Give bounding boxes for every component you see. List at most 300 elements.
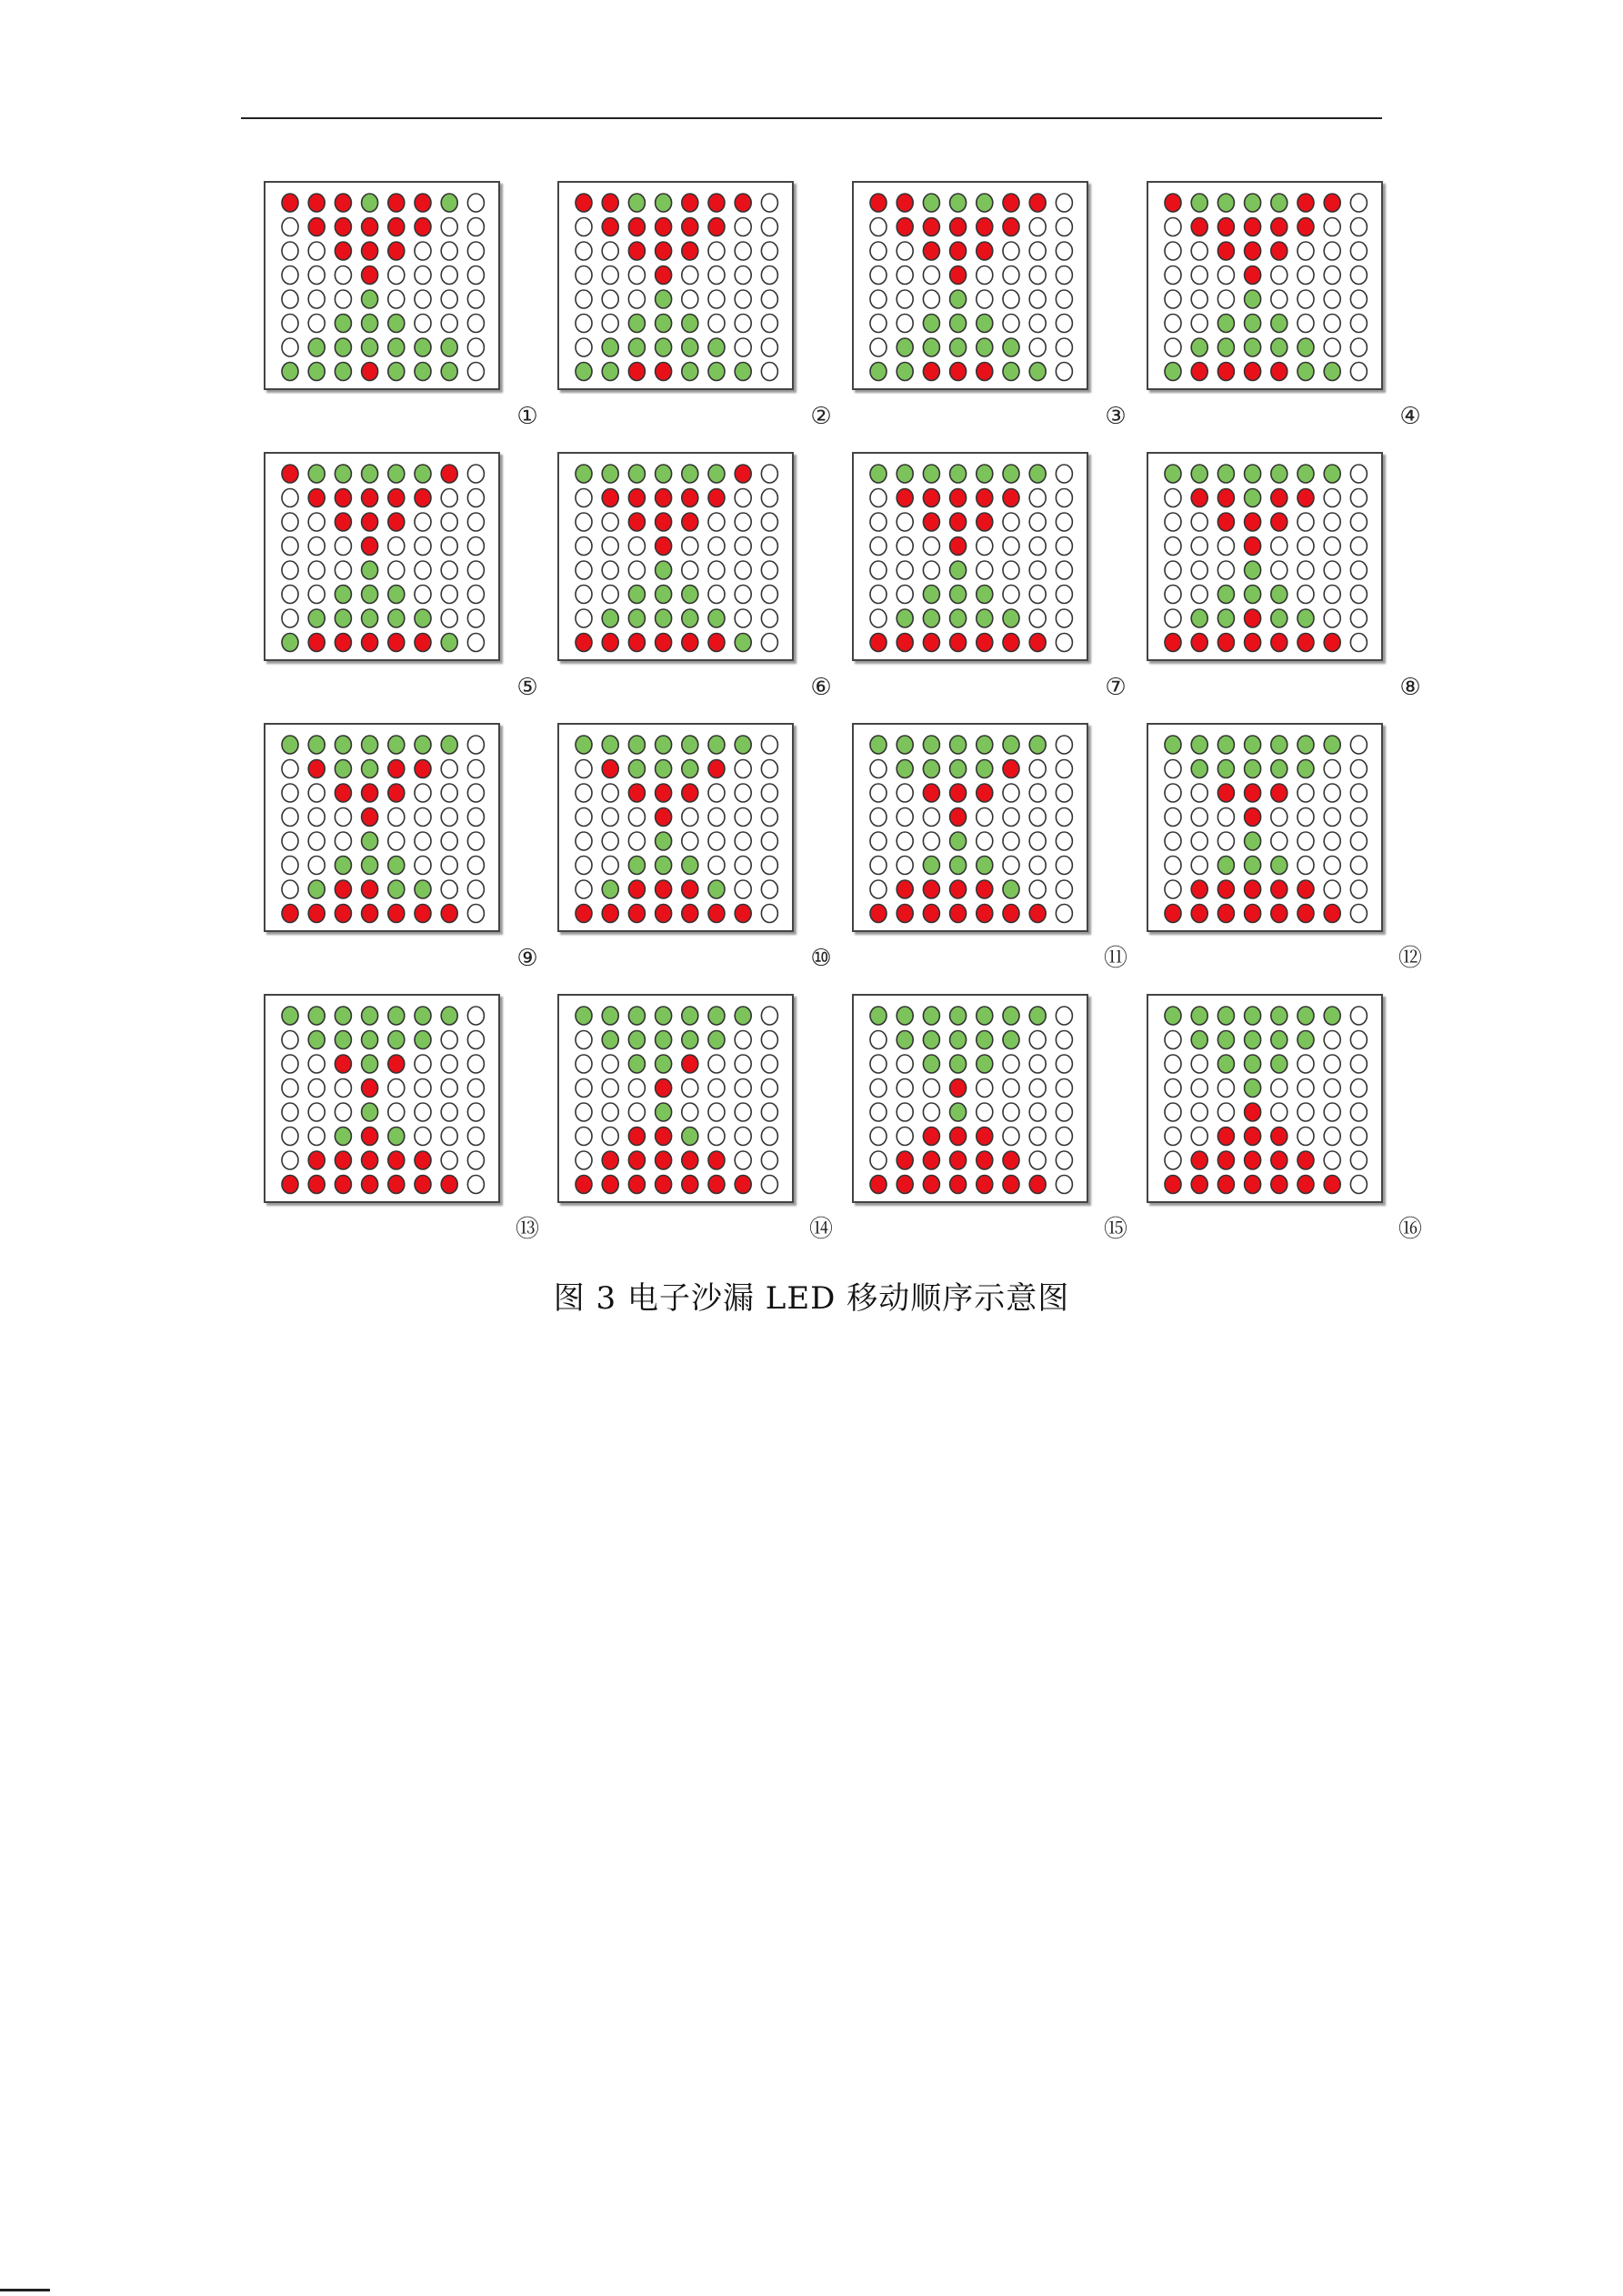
led-off (1350, 586, 1367, 604)
led-off (467, 315, 484, 333)
led-green (1245, 465, 1261, 483)
led-red (923, 1151, 939, 1169)
led-red (977, 242, 993, 260)
led-red (602, 1151, 618, 1169)
led-red (1191, 880, 1207, 898)
led-green (950, 465, 967, 483)
led-red (388, 1176, 405, 1194)
led-off (1029, 808, 1046, 827)
led-off (735, 338, 751, 356)
led-off (335, 1103, 351, 1121)
led-off (1324, 1103, 1340, 1121)
led-green (656, 609, 672, 627)
led-off (576, 1055, 592, 1073)
led-off (602, 808, 618, 827)
led-green (1324, 465, 1340, 483)
led-green (1217, 857, 1234, 875)
led-red (362, 784, 378, 802)
led-off (1003, 1055, 1019, 1073)
led-off (1029, 760, 1046, 778)
led-off (282, 1103, 298, 1121)
led-red (388, 194, 405, 212)
led-off (1056, 760, 1072, 778)
led-off (870, 537, 887, 556)
led-green (870, 736, 887, 754)
led-red (282, 905, 298, 923)
led-off (708, 832, 725, 850)
led-green (415, 880, 431, 898)
led-off (1350, 242, 1367, 260)
led-off (602, 586, 618, 604)
led-off (1003, 1079, 1019, 1098)
led-green (977, 315, 993, 333)
led-off (1191, 808, 1207, 827)
led-off (335, 561, 351, 579)
led-off (467, 736, 484, 754)
led-off (1003, 857, 1019, 875)
led-red (1271, 880, 1287, 898)
led-red (628, 242, 645, 260)
led-off (467, 634, 484, 652)
led-off (870, 1079, 887, 1098)
led-off (1029, 880, 1046, 898)
led-off (441, 266, 457, 285)
led-off (682, 561, 698, 579)
led-off (1165, 586, 1181, 604)
led-matrix (1148, 454, 1381, 659)
led-red (708, 1151, 725, 1169)
led-off (735, 513, 751, 531)
led-off (467, 218, 484, 236)
led-red (870, 1176, 887, 1194)
led-green (602, 363, 618, 381)
led-off (761, 315, 777, 333)
led-off (467, 290, 484, 308)
led-off (897, 561, 913, 579)
led-green (1165, 1007, 1181, 1025)
led-red (950, 1079, 967, 1098)
led-off (1165, 561, 1181, 579)
led-green (682, 465, 698, 483)
led-off (1217, 266, 1234, 285)
led-red (682, 1151, 698, 1169)
led-off (282, 1128, 298, 1146)
led-off (282, 760, 298, 778)
led-red (897, 1176, 913, 1194)
led-green (628, 194, 645, 212)
led-green (708, 880, 725, 898)
led-off (682, 1079, 698, 1098)
led-green (977, 857, 993, 875)
panel-number-label: ⑧ (1399, 674, 1421, 701)
led-green (362, 1031, 378, 1049)
led-red (628, 880, 645, 898)
led-red (1029, 1176, 1046, 1194)
led-green (388, 338, 405, 356)
led-off (761, 784, 777, 802)
led-red (950, 266, 967, 285)
led-off (1165, 338, 1181, 356)
led-green (576, 1007, 592, 1025)
led-red (628, 1176, 645, 1194)
led-off (1271, 1103, 1287, 1121)
led-red (950, 489, 967, 507)
led-panel (1147, 452, 1383, 661)
led-off (897, 1128, 913, 1146)
led-green (308, 1007, 325, 1025)
led-off (870, 218, 887, 236)
led-red (656, 1151, 672, 1169)
led-green (950, 857, 967, 875)
led-off (1029, 315, 1046, 333)
led-green (1191, 465, 1207, 483)
led-green (1003, 880, 1019, 898)
led-off (870, 1103, 887, 1121)
led-off (441, 489, 457, 507)
led-red (656, 266, 672, 285)
led-green (870, 465, 887, 483)
led-green (1271, 465, 1287, 483)
led-red (923, 1176, 939, 1194)
led-red (362, 634, 378, 652)
led-panel (264, 181, 500, 390)
led-off (1056, 634, 1072, 652)
led-red (1324, 634, 1340, 652)
led-off (576, 315, 592, 333)
led-red (1271, 1128, 1287, 1146)
led-off (602, 315, 618, 333)
led-off (282, 1151, 298, 1169)
led-green (923, 1007, 939, 1025)
led-green (388, 736, 405, 754)
led-red (1297, 1176, 1314, 1194)
led-off (335, 266, 351, 285)
led-red (1191, 1151, 1207, 1169)
led-red (1324, 1176, 1340, 1194)
led-red (1245, 609, 1261, 627)
led-off (977, 290, 993, 308)
led-off (1056, 489, 1072, 507)
led-off (708, 1103, 725, 1121)
led-off (441, 609, 457, 627)
led-green (897, 736, 913, 754)
led-red (415, 1176, 431, 1194)
led-red (923, 489, 939, 507)
led-off (735, 537, 751, 556)
led-off (1056, 1055, 1072, 1073)
led-off (1297, 586, 1314, 604)
led-green (628, 1055, 645, 1073)
led-red (950, 1128, 967, 1146)
led-off (628, 561, 645, 579)
led-off (1350, 1031, 1367, 1049)
led-off (576, 513, 592, 531)
led-red (923, 363, 939, 381)
led-off (1165, 1079, 1181, 1098)
led-off (576, 1031, 592, 1049)
led-off (576, 880, 592, 898)
led-off (870, 513, 887, 531)
led-off (576, 561, 592, 579)
led-off (897, 586, 913, 604)
led-off (1003, 808, 1019, 827)
led-off (1350, 1103, 1367, 1121)
led-green (656, 338, 672, 356)
led-off (1324, 1151, 1340, 1169)
led-red (1191, 218, 1207, 236)
led-green (1297, 760, 1314, 778)
led-off (1056, 880, 1072, 898)
led-off (1056, 784, 1072, 802)
led-green (1245, 1031, 1261, 1049)
led-off (441, 513, 457, 531)
led-off (441, 586, 457, 604)
led-red (977, 905, 993, 923)
led-off (282, 266, 298, 285)
led-off (1297, 537, 1314, 556)
led-red (308, 489, 325, 507)
led-red (977, 513, 993, 531)
led-off (602, 242, 618, 260)
led-red (1271, 634, 1287, 652)
led-red (977, 880, 993, 898)
led-red (576, 1176, 592, 1194)
led-off (1029, 586, 1046, 604)
led-red (1217, 634, 1234, 652)
led-red (441, 465, 457, 483)
led-red (308, 1151, 325, 1169)
led-green (1271, 1055, 1287, 1073)
led-green (950, 832, 967, 850)
led-red (1324, 905, 1340, 923)
panel-number-label: ⑩ (810, 945, 832, 972)
led-off (1271, 561, 1287, 579)
led-off (415, 561, 431, 579)
led-red (362, 905, 378, 923)
led-red (682, 905, 698, 923)
led-off (761, 561, 777, 579)
led-green (335, 1031, 351, 1049)
led-green (1245, 1079, 1261, 1098)
led-green (628, 1007, 645, 1025)
led-off (1056, 315, 1072, 333)
led-matrix (854, 996, 1087, 1201)
led-off (467, 363, 484, 381)
led-off (682, 537, 698, 556)
led-green (735, 363, 751, 381)
led-off (1191, 1055, 1207, 1073)
led-green (950, 609, 967, 627)
led-off (1056, 1079, 1072, 1098)
led-off (735, 1031, 751, 1049)
led-red (950, 784, 967, 802)
led-red (1271, 784, 1287, 802)
led-green (1003, 1031, 1019, 1049)
led-red (628, 489, 645, 507)
led-off (441, 1151, 457, 1169)
led-green (682, 760, 698, 778)
led-off (761, 513, 777, 531)
led-off (1324, 784, 1340, 802)
led-off (1350, 880, 1367, 898)
led-off (1217, 537, 1234, 556)
led-red (1003, 1176, 1019, 1194)
led-off (282, 857, 298, 875)
led-off (1056, 1151, 1072, 1169)
led-red (897, 905, 913, 923)
led-off (682, 290, 698, 308)
led-red (282, 465, 298, 483)
led-green (1297, 736, 1314, 754)
led-green (897, 363, 913, 381)
led-green (628, 609, 645, 627)
led-off (1165, 218, 1181, 236)
led-off (977, 561, 993, 579)
led-green (362, 338, 378, 356)
led-green (1245, 586, 1261, 604)
led-green (950, 586, 967, 604)
led-green (1217, 315, 1234, 333)
led-green (1245, 736, 1261, 754)
led-off (1165, 489, 1181, 507)
led-off (1297, 1128, 1314, 1146)
led-off (870, 880, 887, 898)
led-off (602, 784, 618, 802)
led-off (282, 808, 298, 827)
led-green (682, 363, 698, 381)
led-red (656, 808, 672, 827)
led-green (441, 194, 457, 212)
led-red (1245, 905, 1261, 923)
led-off (1165, 1055, 1181, 1073)
led-off (1029, 1103, 1046, 1121)
led-red (1191, 489, 1207, 507)
led-off (576, 808, 592, 827)
led-off (467, 880, 484, 898)
led-green (282, 736, 298, 754)
led-green (362, 857, 378, 875)
led-green (308, 1031, 325, 1049)
led-green (576, 465, 592, 483)
led-red (362, 537, 378, 556)
led-red (388, 218, 405, 236)
led-off (1350, 194, 1367, 212)
led-off (628, 537, 645, 556)
led-off (1350, 218, 1367, 236)
led-off (1297, 832, 1314, 850)
led-off (1056, 266, 1072, 285)
led-off (1003, 315, 1019, 333)
led-off (308, 808, 325, 827)
led-off (870, 808, 887, 827)
led-off (415, 832, 431, 850)
led-off (1350, 1151, 1367, 1169)
led-off (1297, 784, 1314, 802)
led-off (1056, 808, 1072, 827)
led-off (415, 1103, 431, 1121)
led-off (602, 832, 618, 850)
led-off (467, 784, 484, 802)
led-green (1217, 1031, 1234, 1049)
led-green (335, 760, 351, 778)
led-red (1297, 905, 1314, 923)
led-off (761, 609, 777, 627)
led-off (628, 1103, 645, 1121)
led-green (415, 736, 431, 754)
led-off (1056, 465, 1072, 483)
led-off (923, 537, 939, 556)
led-panel (557, 723, 794, 932)
led-off (761, 465, 777, 483)
led-red (923, 1128, 939, 1146)
led-green (977, 194, 993, 212)
led-red (1245, 784, 1261, 802)
led-red (1029, 194, 1046, 212)
led-red (362, 218, 378, 236)
led-green (1191, 1007, 1207, 1025)
led-off (335, 537, 351, 556)
led-off (897, 857, 913, 875)
led-off (1350, 905, 1367, 923)
led-red (602, 194, 618, 212)
led-red (335, 513, 351, 531)
led-off (1029, 561, 1046, 579)
led-red (950, 242, 967, 260)
led-off (870, 784, 887, 802)
led-red (628, 513, 645, 531)
led-off (441, 880, 457, 898)
led-green (656, 736, 672, 754)
led-red (682, 1176, 698, 1194)
led-red (923, 634, 939, 652)
led-red (628, 905, 645, 923)
led-green (441, 736, 457, 754)
led-off (308, 266, 325, 285)
led-red (735, 1176, 751, 1194)
led-red (682, 218, 698, 236)
led-green (335, 857, 351, 875)
led-red (1271, 363, 1287, 381)
led-off (467, 1079, 484, 1098)
led-off (1003, 537, 1019, 556)
led-red (388, 760, 405, 778)
led-green (1217, 609, 1234, 627)
led-off (1324, 489, 1340, 507)
led-red (897, 218, 913, 236)
led-off (1165, 1031, 1181, 1049)
led-off (388, 1103, 405, 1121)
led-off (1350, 513, 1367, 531)
led-off (1029, 537, 1046, 556)
led-off (735, 857, 751, 875)
led-off (708, 242, 725, 260)
led-panel (557, 452, 794, 661)
led-red (1217, 1151, 1234, 1169)
led-off (897, 242, 913, 260)
led-off (682, 832, 698, 850)
led-red (362, 1128, 378, 1146)
led-green (628, 857, 645, 875)
led-green (656, 561, 672, 579)
led-red (656, 242, 672, 260)
led-off (467, 832, 484, 850)
led-red (1165, 1176, 1181, 1194)
led-green (1245, 338, 1261, 356)
led-red (308, 634, 325, 652)
led-red (388, 513, 405, 531)
led-green (628, 760, 645, 778)
led-off (735, 880, 751, 898)
